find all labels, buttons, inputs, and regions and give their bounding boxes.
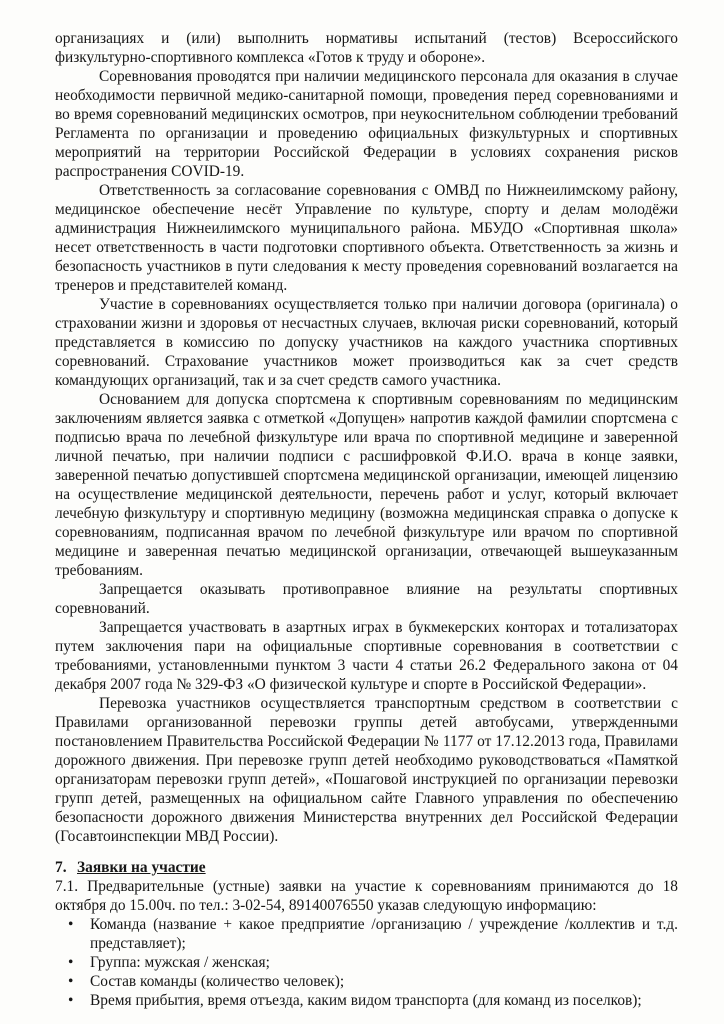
bullet-icon: • [68, 992, 74, 1009]
paragraph-6: Запрещается оказывать противоправное влияние на результаты спортивных соревнований. [55, 581, 678, 617]
paragraph-8: Перевозка участников осуществляется транспортным средством в соответствии с Правилами организованной перевозки группы детей автобусами, утвержденными постановлением Правительства Российской Федерации № 1177 от 17.12.2013 года, Правилами дорожного движения. При перевозке групп детей необходимо руководствоваться «Памяткой организаторам перевозки групп детей», «Пошаговой инструкцией по организации перевозки групп детей, размещенных на официальном сайте Главного управления по обеспечению безопасности дорожного движения Министерства внутренних дел Российской Федерации (Госавтоинспекции МВД России). [55, 695, 678, 845]
list-item [55, 972, 678, 991]
paragraph-4: Участие в соревнованиях осуществляется только при наличии договора (оригинала) о страховании жизни и здоровья от несчастных случаев, включая риски соревнований, который представляется в комиссию по допуску участников на каждого участника спортивных соревнований. Страхование участников может производиться как за счет средств командующих организаций, так и за счет средств самого участника. [55, 296, 678, 389]
info-bullet-list [55, 915, 678, 1010]
paragraph-7: Запрещается участвовать в азартных играх в букмекерских конторах и тотализаторах путем заключения пари на официальные спортивные соревнования в соответствии с требованиями, установленными пунктом 3 части 4 статьи 26.2 Федерального закона от 04 декабря 2007 года № 329-ФЗ «О физической культуре и спорте в Российской Федерации». [55, 619, 678, 693]
bullet-icon: • [68, 973, 74, 990]
list-item-text: Состав команды (количество человек); [90, 973, 345, 990]
paragraph-5: Основанием для допуска спортсмена к спортивным соревнованиям по медицинским заключениям является заявка с отметкой «Допущен» напротив каждой фамилии спортсмена с подписью врача по лечебной физкультуре или врача по спортивной медицине и заверенной личной печатью, при наличии подписи с расшифровкой Ф.И.О. врача в конце заявки, заверенной печатью допустившей спортсмена медицинской организации, имеющей лицензию на осуществление медицинской деятельности, перечень работ и услуг, который включает лечебную физкультуру и спортивную медицину (возможна медицинская справка о допуске к соревнованиям, подписанная врачом по лечебной физкультуре или врачом по спортивной медицине и заверенная печатью медицинской организации, отвечающей вышеуказанным требованиям. [55, 391, 678, 579]
section-number: 7. [55, 859, 67, 876]
list-item-text: Команда (название + какое предприятие /организацию / учреждение /коллектив и т.д. представляет); [90, 916, 678, 952]
list-item [55, 991, 678, 1010]
body-text [55, 29, 678, 846]
list-item-text: Время прибытия, время отъезда, каким видом транспорта (для команд из поселков); [90, 992, 642, 1009]
section-heading [55, 858, 678, 877]
bullet-icon: • [68, 916, 74, 933]
section-title: Заявки на участие [77, 859, 206, 876]
paragraph-2: Соревнования проводятся при наличии медицинского персонала для оказания в случае необходимости первичной медико-санитарной помощи, проведения перед соревнованиями и во время соревнований медицинских осмотров, при неукоснительном соблюдении требований Регламента по организации и проведению официальных физкультурных и спортивных мероприятий на территории Российской Федерации в условиях сохранения рисков распространения COVID-19. [55, 68, 678, 180]
list-item-text: Группа: мужская / женская; [90, 954, 270, 971]
bullet-icon: • [68, 954, 74, 971]
paragraph-1: организациях и (или) выполнить нормативы испытаний (тестов) Всероссийского физкультурно-спортивного комплекса «Готов к труду и обороне». [55, 30, 678, 66]
list-item [55, 953, 678, 972]
paragraph-3: Ответственность за согласование соревнования с ОМВД по Нижнеилимскому району, медицинское обеспечение несёт Управление по культуре, спорту и делам молодёжи администрация Нижнеилимского муниципального района. МБУДО «Спортивная школа» несет ответственность в части подготовки спортивного объекта. Ответственность за жизнь и безопасность участников в пути следования к месту проведения соревнований возлагается на тренеров и представителей команд. [55, 182, 678, 294]
subsection-7-1: 7.1. Предварительные (устные) заявки на участие к соревнованиям принимаются до 18 октября до 15.00ч. по тел.: 3-02-54, 89140076550 указав следующую информацию: [55, 878, 678, 914]
list-item [55, 915, 678, 953]
